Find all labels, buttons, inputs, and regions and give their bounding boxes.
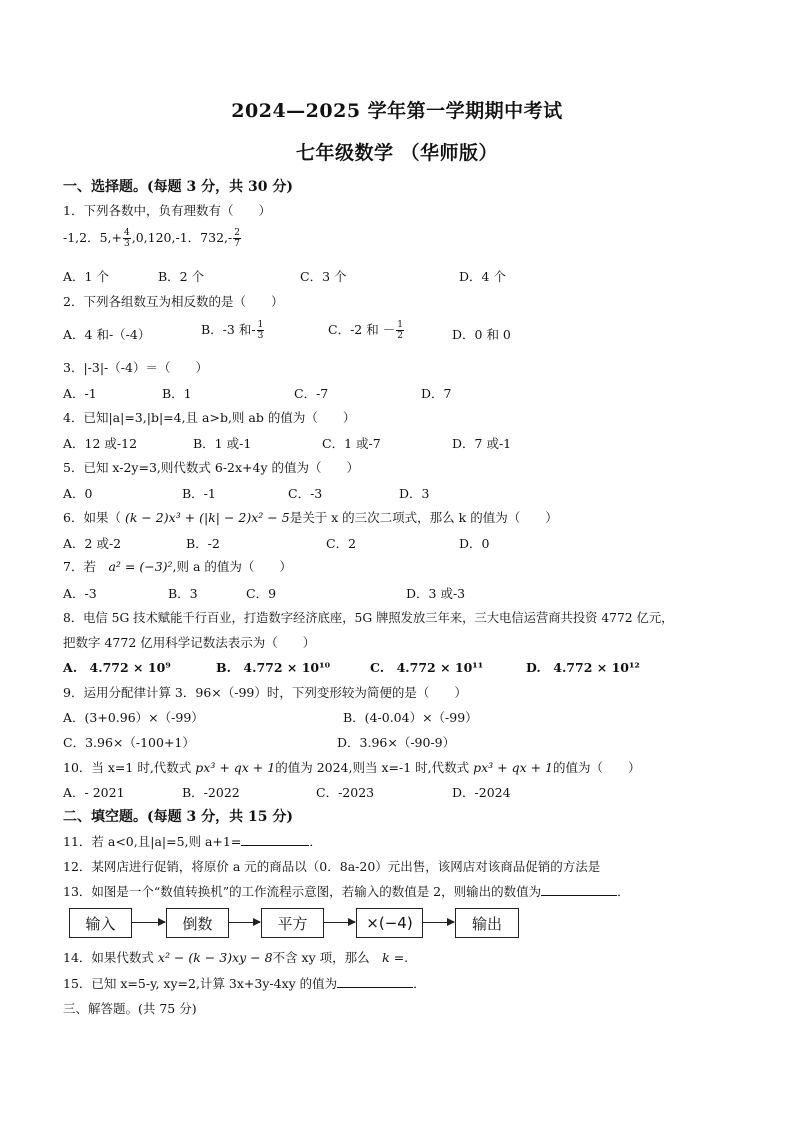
q6-option-d: D．0 [459, 536, 490, 551]
q2-option-c: C．-2 和 － $\frac{1}{2}$ [328, 320, 403, 341]
q7-option-d: D．3 或-3 [406, 586, 466, 601]
q7-option-c: C．9 [246, 586, 277, 601]
answer-blank[interactable] [337, 975, 413, 988]
question-5-stem: 5．已知 x-2y=3,则代数式 6-2x+4y 的值为（ ） [63, 460, 360, 475]
arrow-right-icon [229, 922, 260, 923]
q1-option-c: C．3 个 [300, 269, 347, 284]
question-11-stem: 11．若 a<0,且|a|=5,则 a+1= ． [63, 834, 322, 849]
q5-option-c: C．-3 [288, 486, 323, 501]
q9-option-d: D．3.96×（-90-9） [337, 735, 456, 750]
q14-expression: x² − (k − 3)xy − 8 [157, 950, 273, 965]
page-title: 2024—2025 学年第一学期期中考试 [231, 100, 563, 122]
arrow-right-icon [324, 922, 355, 923]
fraction-2-7: $\frac{2}{7}$ [234, 228, 240, 249]
section-fill-heading: 二、填空题。(每题 3 分，共 15 分) [63, 809, 293, 825]
question-1-numbers: -1,2．5,+ $\frac{4}{3}$ ,0,120,-1．732,- $\frac{2}{7}$ [63, 228, 240, 249]
question-12-stem: 12．某网店进行促销，将原价 a 元的商品以（0．8a-20）元出售，该网店对该商品促销的方法是 [63, 859, 601, 874]
question-3-stem: 3．|-3|-（-4）＝（ ） [63, 360, 208, 375]
q1-option-a: A．1 个 [63, 269, 109, 284]
fraction-1-3: $\frac{1}{3}$ [257, 320, 264, 341]
question-1-stem: 1．下列各数中，负有理数有（ ） [63, 203, 271, 218]
arrow-right-icon [132, 922, 165, 923]
q9-option-c: C．3.96×（-100+1） [63, 735, 195, 750]
q8-option-c: C. 4.772 × 10¹¹ [370, 660, 484, 675]
question-8-line2: 把数字 4772 亿用科学记数法表示为（ ） [63, 635, 316, 650]
q2-option-a: A．4 和-（-4） [63, 327, 151, 342]
q10-option-d: D．-2024 [452, 785, 511, 800]
q4-option-b: B．1 或-1 [193, 436, 252, 451]
answer-blank[interactable] [541, 883, 617, 896]
q8-option-a: A. 4.772 × 10⁹ [63, 660, 171, 675]
section-solve-heading: 三、解答题。(共 75 分) [63, 1001, 197, 1016]
question-6-stem: 6．如果（ (k − 2)x³ + (|k| − 2)x² − 5是关于 x 的三次二项式，那么 k 的值为（ ） [63, 510, 558, 525]
q3-option-c: C．-7 [294, 386, 329, 401]
question-2-stem: 2．下列各组数互为相反数的是（ ） [63, 294, 284, 309]
q4-option-c: C．1 或-7 [322, 436, 381, 451]
question-14-stem: 14．如果代数式 x² − (k − 3)xy − 8不含 xy 项，那么 k =. [63, 950, 409, 965]
flow-step-square: 平方 [261, 908, 324, 938]
q10-option-c: C．-2023 [316, 785, 375, 800]
flowchart [69, 908, 521, 938]
question-10-stem: 10．当 x=1 时,代数式 px³ + qx + 1的值为 2024,则当 x=-1 时,代数式 px³ + qx + 1的值为（ ） [63, 760, 641, 775]
question-9-stem: 9．运用分配律计算 3．96×（-99）时，下列变形较为简便的是（ ） [63, 685, 467, 700]
answer-blank[interactable] [241, 833, 309, 846]
page-subtitle: 七年级数学 （华师版） [295, 142, 499, 164]
q6-expression: (k − 2)x³ + (|k| − 2)x² − 5 [124, 510, 290, 525]
q5-option-a: A．0 [63, 486, 93, 501]
q7-expression: a² = (−3)² [108, 559, 173, 574]
question-13-stem: 13．如图是一个“数值转换机”的工作流程示意图，若输入的数值是 2，则输出的数值为 ． [63, 884, 630, 899]
q3-option-d: D．7 [421, 386, 452, 401]
q1-option-d: D．4 个 [459, 269, 506, 284]
q6-option-b: B．-2 [186, 536, 220, 551]
q4-option-a: A．12 或-12 [63, 436, 138, 451]
flow-step-reciprocal: 倒数 [166, 908, 229, 938]
q3-option-b: B．1 [162, 386, 192, 401]
q10-option-b: B．-2022 [182, 785, 240, 800]
question-4-stem: 4．已知|a|=3,|b|=4,且 a>b,则 ab 的值为（ ） [63, 410, 356, 425]
q2-option-d: D．0 和 0 [452, 327, 511, 342]
q5-option-d: D．3 [399, 486, 430, 501]
q3-option-a: A．-1 [63, 386, 97, 401]
arrow-right-icon [423, 922, 454, 923]
q7-option-a: A．-3 [63, 586, 97, 601]
q9-option-b: B．(4-0.04）×（-99） [343, 710, 478, 725]
q10-option-a: A．- 2021 [63, 785, 125, 800]
q8-option-b: B. 4.772 × 10¹⁰ [216, 660, 331, 675]
section-choice-heading: 一、选择题。(每题 3 分，共 30 分) [63, 179, 293, 195]
q2-option-b: B．-3 和- $\frac{1}{3}$ [201, 320, 264, 341]
flow-step-multiply: ×(−4) [356, 908, 423, 938]
q6-option-a: A．2 或-2 [63, 536, 122, 551]
question-7-stem: 7．若 a² = (−3)²,则 a 的值为（ ） [63, 559, 292, 574]
fraction-1-2: $\frac{1}{2}$ [397, 320, 403, 341]
fraction-4-3: $\frac{4}{3}$ [124, 228, 130, 249]
q10-expression-1: px³ + qx + 1 [195, 760, 276, 775]
flow-step-input: 输入 [69, 908, 132, 938]
flow-step-output: 输出 [455, 908, 519, 938]
q7-option-b: B．3 [168, 586, 198, 601]
q10-expression-2: px³ + qx + 1 [473, 760, 554, 775]
question-8-line1: 8．电信 5G 技术赋能千行百业，打造数字经济底座，5G 牌照发放三年来，三大电信运营商共投资 4772 亿元， [63, 611, 674, 625]
q1-option-b: B．2 个 [158, 269, 205, 284]
q9-option-a: A．(3+0.96）×（-99） [63, 710, 204, 725]
q6-option-c: C．2 [326, 536, 357, 551]
q4-option-d: D．7 或-1 [452, 436, 512, 451]
q8-option-d: D. 4.772 × 10¹² [526, 660, 640, 675]
question-15-stem: 15．已知 x=5-y, xy=2,计算 3x+3y-4xy 的值为 ． [63, 976, 426, 991]
q5-option-b: B．-1 [182, 486, 216, 501]
